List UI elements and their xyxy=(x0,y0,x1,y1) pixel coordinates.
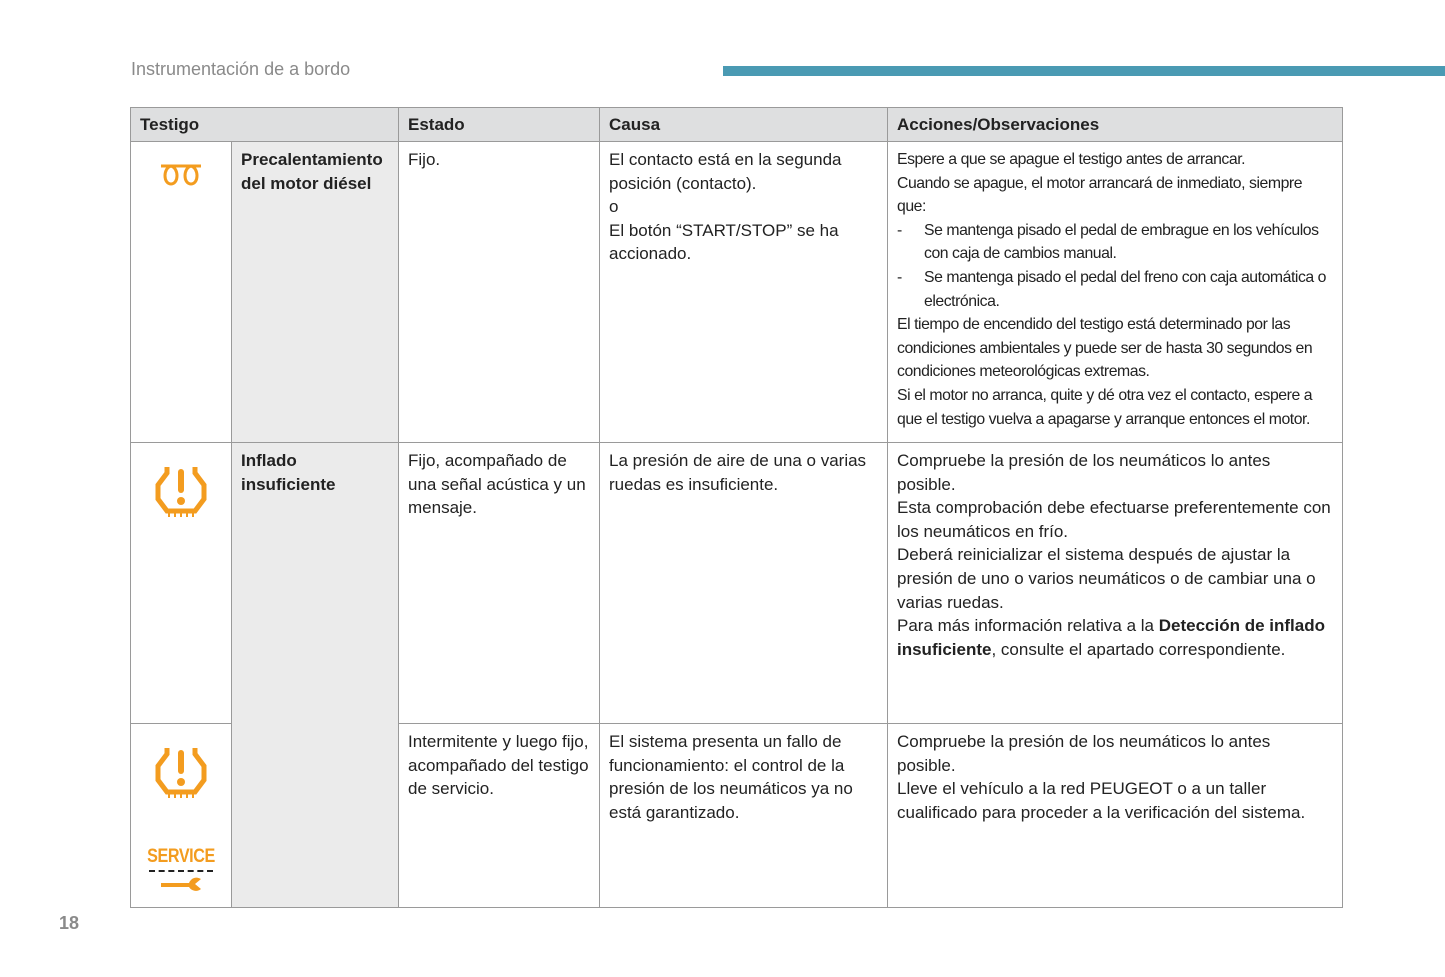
estado-cell: Intermitente y luego fijo, acompañado del testigo de servicio. xyxy=(399,724,600,908)
tyre-pressure-icon xyxy=(153,744,209,800)
text: , consulte el apartado correspondiente. xyxy=(991,639,1286,659)
warning-lights-table xyxy=(130,107,1343,908)
wrench-icon xyxy=(159,876,203,894)
col-estado: Estado xyxy=(399,108,600,142)
causa-text: El contacto está en la segunda posición (contacto). xyxy=(609,150,842,193)
table-row xyxy=(131,443,1343,724)
light-name: Inflado insuficiente xyxy=(232,443,399,908)
list-item xyxy=(897,219,1333,266)
acciones-text: Si el motor no arranca, quite y dé otra vez el contacto, espere a que el testigo vuelva a apagarse y arranque entonces el motor. xyxy=(897,386,1313,428)
table-row xyxy=(131,142,1343,443)
section-title: Instrumentación de a bordo xyxy=(131,59,351,79)
col-causa: Causa xyxy=(600,108,888,142)
causa-cell: La presión de aire de una o varias ruedas es insuficiente. xyxy=(600,443,888,724)
item-text: Se mantenga pisado el pedal del freno con caja automática o electrónica. xyxy=(924,268,1327,310)
cross-reference: Detección de inflado insuficiente xyxy=(897,616,1325,659)
acciones-text: Compruebe la presión de los neumáticos lo antes posible. xyxy=(897,451,1271,494)
service-label: SERVICE xyxy=(147,845,215,867)
acciones-text: Esta comprobación debe efectuarse preferentemente con los neumáticos en frío. xyxy=(897,498,1331,541)
acciones-text: Lleve el vehículo a la red PEUGEOT o a un taller cualificado para proceder a la verificación del sistema. xyxy=(897,779,1306,822)
acciones-text xyxy=(897,614,1333,661)
dash: - xyxy=(897,221,902,239)
glow-plug-icon xyxy=(159,162,203,188)
acciones-cell xyxy=(888,443,1343,724)
dash: - xyxy=(897,268,902,286)
icon-cell xyxy=(131,443,232,724)
acciones-cell xyxy=(888,142,1343,443)
acciones-text: Espere a que se apague el testigo antes de arrancar. xyxy=(897,151,1246,168)
page-number: 18 xyxy=(59,913,80,933)
causa-text: o xyxy=(609,197,619,217)
item-text: Se mantenga pisado el pedal de embrague en los vehículos con caja de cambios manual. xyxy=(924,221,1319,263)
causa-cell xyxy=(600,142,888,443)
table-header xyxy=(131,108,1343,142)
causa-cell: El sistema presenta un fallo de funcionamiento: el control de la presión de los neumáticos ya no está garantizado. xyxy=(600,724,888,908)
dashed-divider xyxy=(149,870,213,872)
acciones-text: Compruebe la presión de los neumáticos lo antes posible. xyxy=(897,732,1271,775)
icon-cell xyxy=(131,142,232,443)
col-acciones: Acciones/Observaciones xyxy=(888,108,1343,142)
accent-bar xyxy=(723,66,1445,76)
acciones-text: Cuando se apague, el motor arrancará de inmediato, siempre que: xyxy=(897,174,1303,216)
estado-cell: Fijo. xyxy=(399,142,600,443)
acciones-text: Deberá reinicializar el sistema después de ajustar la presión de uno o varios neumáticos o de cambiar una o varias ruedas. xyxy=(897,545,1316,612)
text: Para más información relativa a la xyxy=(897,616,1159,636)
tyre-pressure-icon xyxy=(153,463,209,519)
acciones-text: El tiempo de encendido del testigo está determinado por las condiciones ambientales y puede ser de hasta 30 segundos en condiciones meteorológicas extremas. xyxy=(897,316,1313,381)
icon-cell xyxy=(131,724,232,908)
estado-cell: Fijo, acompañado de una señal acústica y un mensaje. xyxy=(399,443,600,724)
causa-text: El botón “START/STOP” se ha accionado. xyxy=(609,220,839,264)
col-testigo: Testigo xyxy=(131,108,399,142)
light-name: Precalentamiento del motor diésel xyxy=(232,142,399,443)
acciones-cell xyxy=(888,724,1343,908)
list-item xyxy=(897,266,1333,313)
